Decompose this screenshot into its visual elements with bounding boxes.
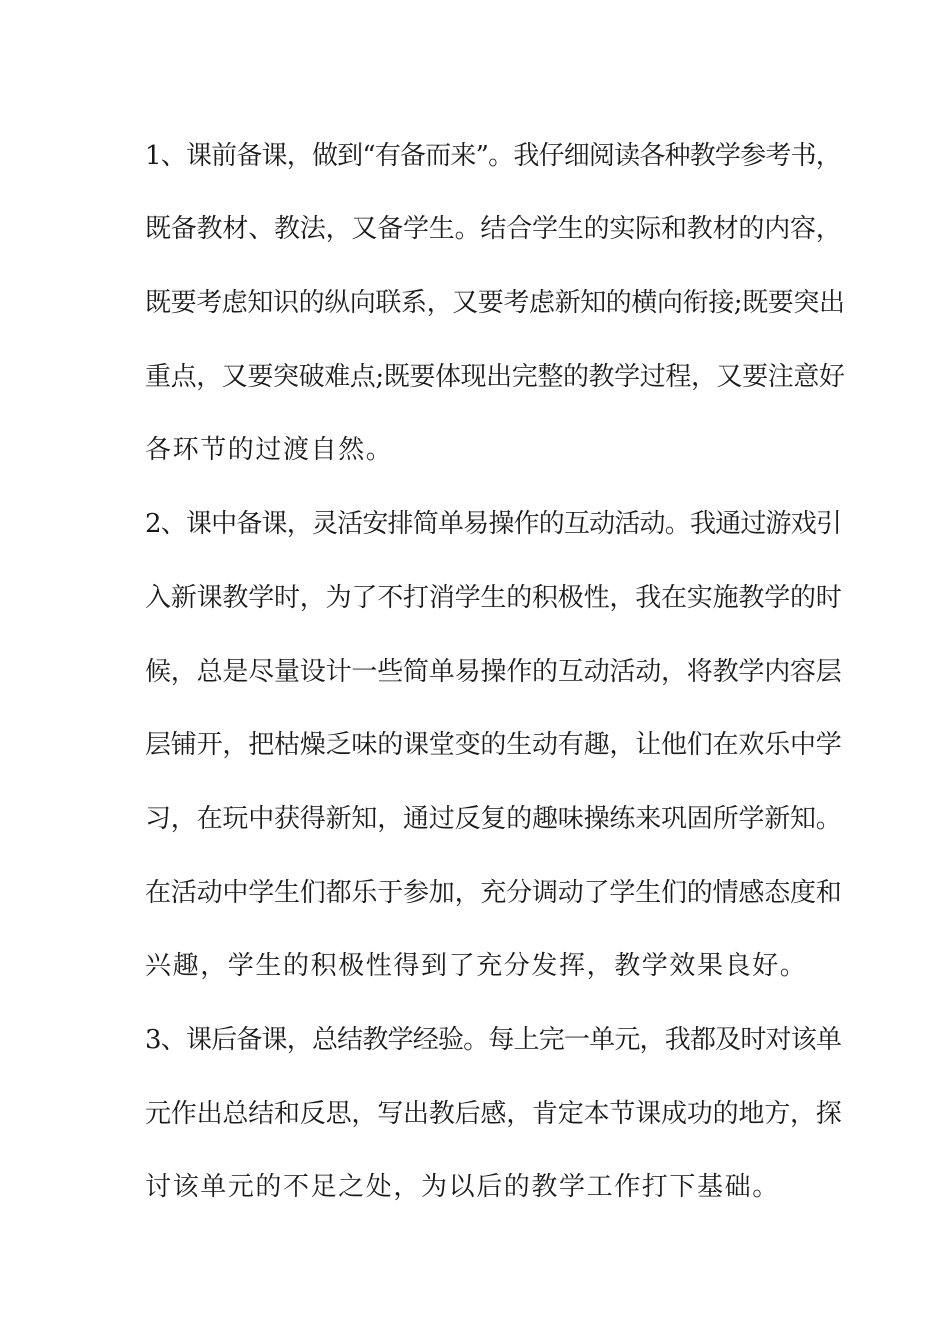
text-line: 入新课教学时，为了不打消学生的积极性，我在实施教学的时 bbox=[145, 583, 842, 613]
text-line: 3、课后备课，总结教学经验。每上完一单元，我都及时对该单 bbox=[145, 1025, 842, 1055]
text-line: 兴趣，学生的积极性得到了充分发挥，教学效果良好。 bbox=[145, 951, 808, 981]
text-line: 元作出总结和反思，写出教后感，肯定本节课成功的地方，探 bbox=[145, 1099, 842, 1129]
text-line: 候，总是尽量设计一些简单易操作的互动活动，将教学内容层 bbox=[145, 657, 842, 687]
text-line: 层铺开，把枯燥乏味的课堂变的生动有趣，让他们在欢乐中学 bbox=[145, 730, 842, 760]
text-line: 2、课中备课，灵活安排简单易操作的互动活动。我通过游戏引 bbox=[145, 509, 842, 539]
text-line: 习，在玩中获得新知，通过反复的趣味操练来巩固所学新知。 bbox=[145, 804, 842, 834]
text-line: 在活动中学生们都乐于参加，充分调动了学生们的情感态度和 bbox=[145, 878, 842, 908]
text-line: 既备教材、教法，又备学生。结合学生的实际和教材的内容， bbox=[145, 214, 842, 244]
text-line: 讨该单元的不足之处，为以后的教学工作打下基础。 bbox=[145, 1172, 780, 1202]
text-line: 既要考虑知识的纵向联系，又要考虑新知的横向衔接;既要突出 bbox=[145, 288, 845, 318]
text-line: 1、课前备课，做到“有备而来”。我仔细阅读各种教学参考书， bbox=[145, 141, 841, 171]
text-line: 重点，又要突破难点;既要体现出完整的教学过程，又要注意好 bbox=[145, 362, 845, 392]
text-line: 各环节的过渡自然。 bbox=[145, 435, 394, 465]
